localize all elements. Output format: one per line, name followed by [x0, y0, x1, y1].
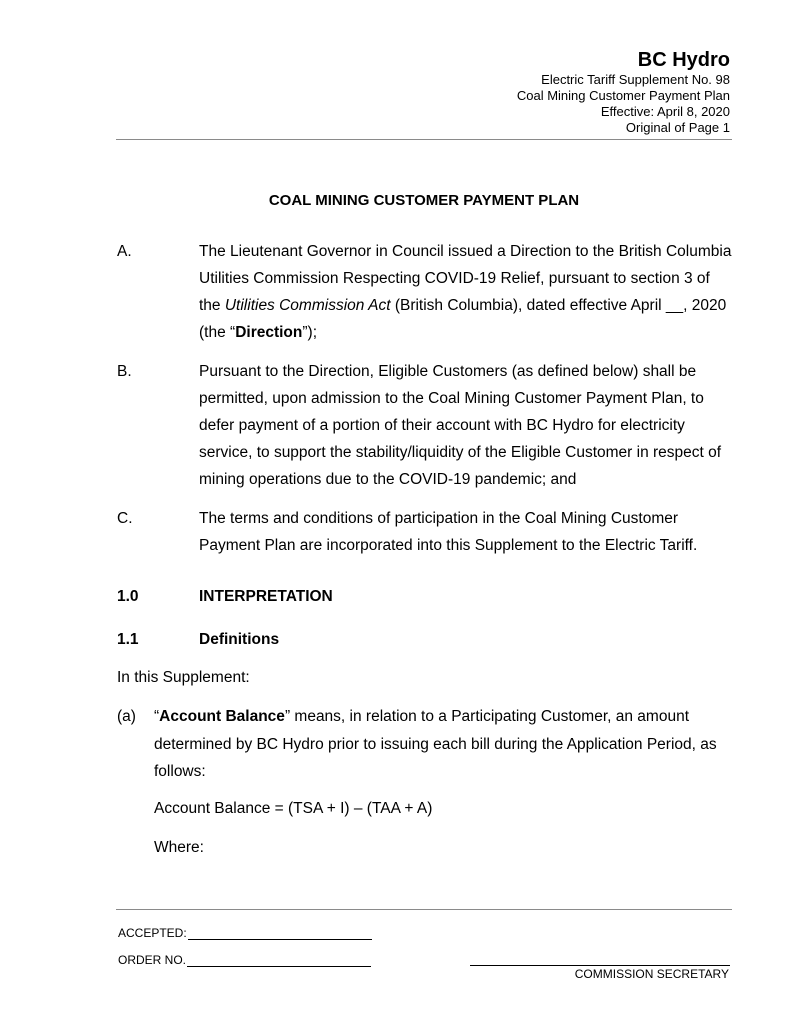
accepted-blank [188, 927, 372, 940]
signature-line [470, 965, 730, 966]
subsection-heading [117, 630, 279, 650]
definition-text: “Account Balance” means, in relation to a Participating Customer, an amount determined by BC Hydro prior to issuing each bill during the Application Period, as follows: [154, 708, 717, 780]
company-name: BC Hydro [637, 49, 730, 71]
defined-term: Direction [235, 324, 303, 341]
accepted-field [118, 926, 372, 940]
document-title: COAL MINING CUSTOMER PAYMENT PLAN [268, 192, 580, 209]
recital-c [117, 505, 732, 559]
definition-marker: (a) [117, 708, 136, 725]
defined-term: Account Balance [159, 708, 285, 725]
section-title: INTERPRETATION [199, 588, 333, 605]
recital-letter: A. [117, 243, 132, 260]
commission-secretary-label: COMMISSION SECRETARY [574, 967, 729, 981]
accepted-label: ACCEPTED: [118, 926, 187, 940]
recital-text: Pursuant to the Direction, Eligible Customers (as defined below) shall be permitted, upon admission to the Coal Mining Customer Payment Plan, to defer payment of a portion of their account with BC Hydro for electricity service, to support the stability/liquidity of the Eligible Customer in respect of mining operations due to the COVID-19 pandemic; and [199, 363, 722, 488]
footer-divider [116, 909, 732, 910]
plan-name: Coal Mining Customer Payment Plan [516, 88, 730, 103]
order-label: ORDER NO. [118, 953, 187, 967]
definitions-intro: In this Supplement: [117, 669, 250, 686]
account-balance-formula: Account Balance = (TSA + I) – (TAA + A) [154, 800, 433, 817]
recital-a [117, 238, 732, 346]
recital-text: The Lieutenant Governor in Council issued a Direction to the British Columbia Utilities Commission Respecting COVID-19 Relief, pursuant to section 3 of the Utilities Commission Act (British Columbia), dated effective April __, 2020 (the “Direction”); [199, 243, 732, 341]
page-indicator: Original of Page 1 [625, 120, 730, 135]
where-label: Where: [154, 839, 204, 856]
recital-b [117, 358, 732, 493]
order-blank [187, 954, 371, 967]
section-number: 1.0 [117, 588, 139, 605]
order-number-field [118, 953, 371, 967]
act-name: Utilities Commission Act [224, 297, 391, 314]
recital-letter: B. [117, 363, 132, 380]
definition-item [117, 703, 732, 786]
header-divider [116, 139, 732, 140]
effective-date: Effective: April 8, 2020 [600, 104, 730, 119]
supplement-number: Electric Tariff Supplement No. 98 [541, 72, 730, 87]
section-heading [117, 587, 333, 607]
subsection-number: 1.1 [117, 631, 139, 648]
document-header [517, 48, 730, 136]
subsection-title: Definitions [199, 631, 280, 648]
recital-text: The terms and conditions of participation in the Coal Mining Customer Payment Plan are incorporated into this Supplement to the Electric Tariff. [199, 510, 698, 554]
recital-letter: C. [117, 510, 133, 527]
